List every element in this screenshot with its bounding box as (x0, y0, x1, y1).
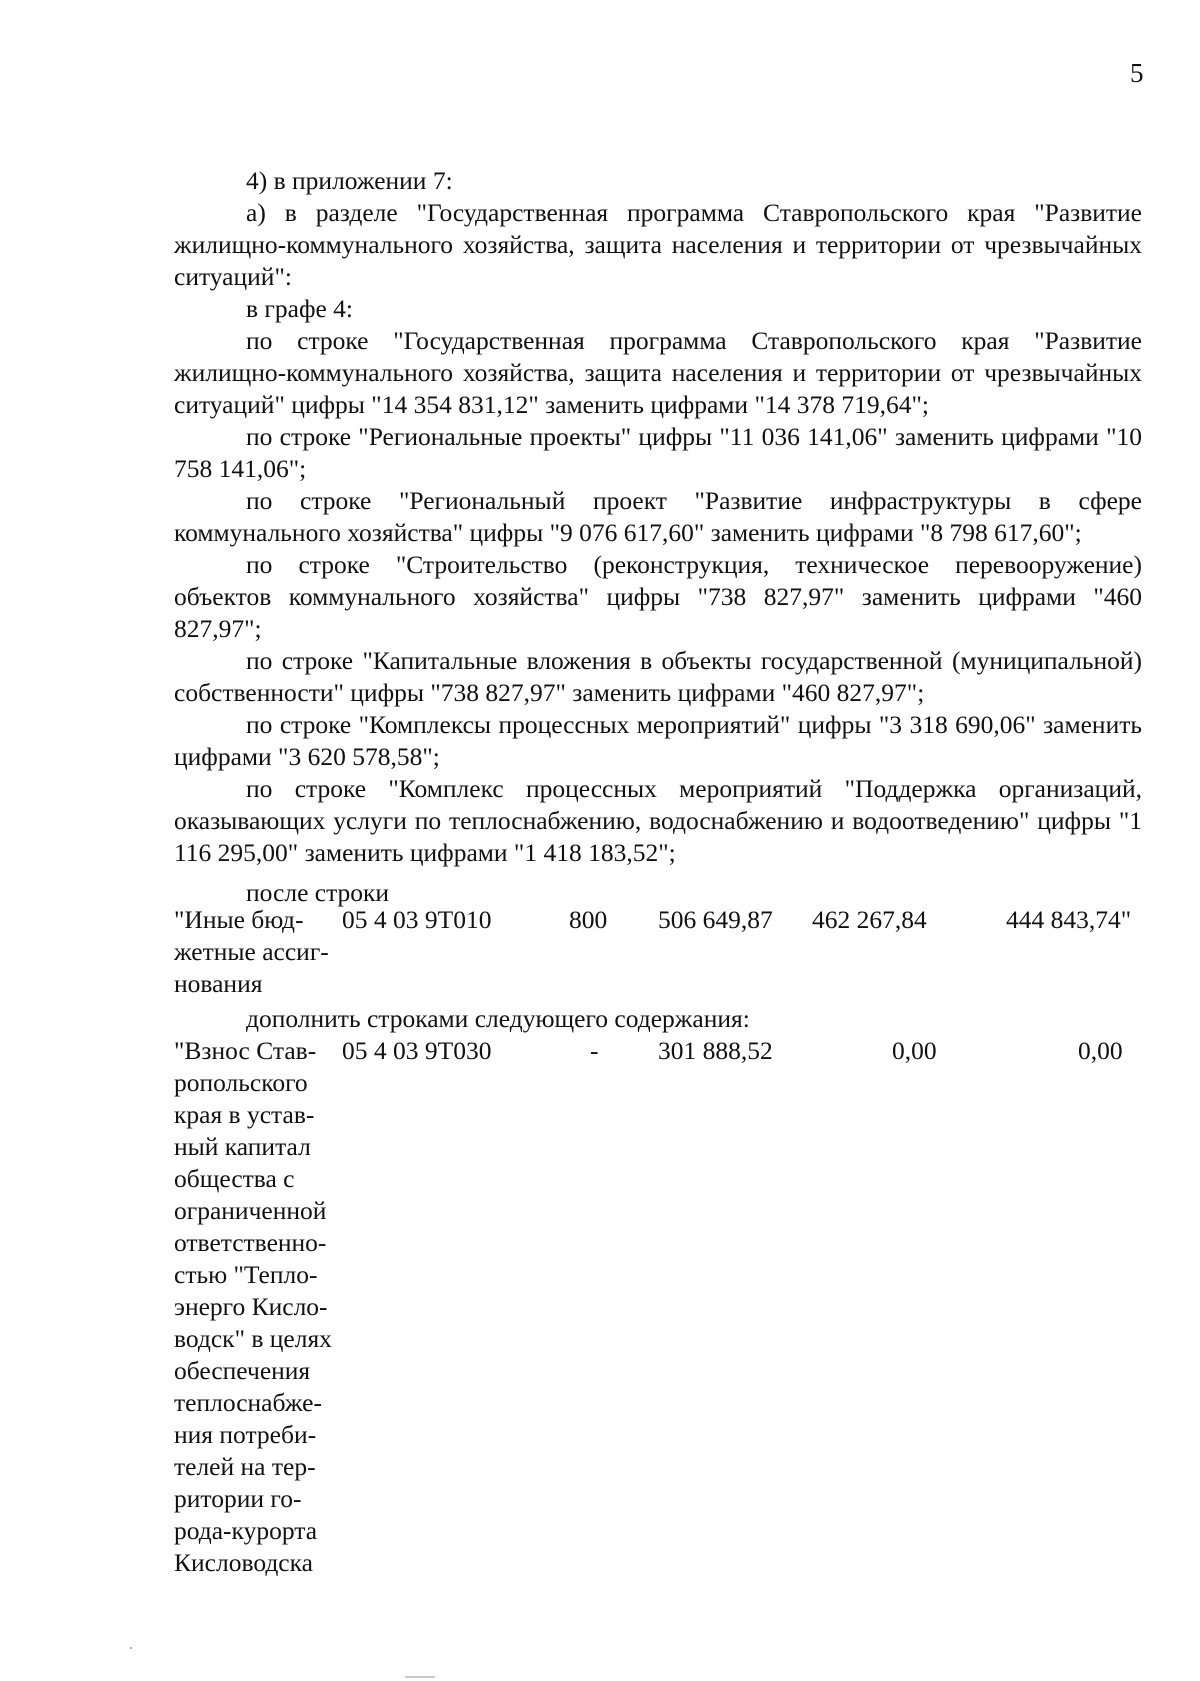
paragraph-section-program: а) в разделе "Государственная программа Ставропольского края "Развитие жилищно-коммунального хозяйства, защита населения и территории от чрезвычайных ситуаций": (174, 198, 1142, 291)
row-name: "Иные бюд- жетные ассиг- нования (174, 905, 329, 998)
paragraph-state-program-row: по строке "Государственная программа Ставропольского края "Развитие жилищно-коммунального хозяйства, защита населения и территории от чрезвычайных ситуаций" цифры "14 354 831,12" заменить цифрами "14 378 719,64"; (174, 326, 1142, 419)
scan-speck (405, 1676, 435, 1678)
row-value-1: 506 649,87 (658, 905, 773, 934)
paragraph-regional-projects-row: по строке "Региональные проекты" цифры "11 036 141,06" заменить цифрами "10 758 141,06"; (174, 422, 1142, 483)
row-name: "Взнос Став- ропольского края в устав- ный капитал общества с ограниченной ответственно- стью "Тепло- энерго Кисло- водск" в целях обеспечения теплоснабже- ния потреби- телей на тер- ритории го- рода-курорта Кисловодска (174, 1036, 332, 1577)
row-value-3: 0,00 (1078, 1036, 1123, 1065)
page-number: 5 (1130, 58, 1144, 88)
after-line-label: после строки (246, 878, 390, 907)
amendment-text (174, 165, 1142, 869)
paragraph-regional-project-infrastructure-row: по строке "Региональный проект "Развитие инфраструктуры в сфере коммунального хозяйства" цифры "9 076 617,60" заменить цифрами "8 798 617,60"; (174, 486, 1142, 547)
row-expense-type: - (590, 1036, 599, 1065)
paragraph-appendix-7: 4) в приложении 7: (246, 166, 453, 195)
paragraph-construction-row: по строке "Строительство (реконструкция, техническое перевооружение) объектов коммунального хозяйства" цифры "738 827,97" заменить цифрами "460 827,97"; (174, 550, 1142, 643)
paragraph-process-complex-support-row: по строке "Комплекс процессных мероприятий "Поддержка организаций, оказывающих услуги по теплоснабжению, водоснабжению и водоотведению" цифры "1 116 295,00" заменить цифрами "1 418 183,52"; (174, 774, 1142, 867)
scan-speck (130, 1647, 132, 1649)
row-code: 05 4 03 9Т030 (342, 1036, 492, 1065)
row-code: 05 4 03 9Т010 (342, 905, 492, 934)
row-value-2: 462 267,84 (812, 905, 927, 934)
paragraph-capital-investments-row: по строке "Капитальные вложения в объекты государственной (муниципальной) собственности" цифры "738 827,97" заменить цифрами "460 827,97"; (174, 646, 1142, 707)
row-value-1: 301 888,52 (658, 1036, 773, 1065)
paragraph-column-4: в графе 4: (246, 294, 353, 323)
supplement-label: дополнить строками следующего содержания: (246, 1004, 750, 1033)
row-value-2: 0,00 (892, 1036, 937, 1065)
row-value-3: 444 843,74" (1006, 905, 1132, 934)
paragraph-process-complexes-row: по строке "Комплексы процессных мероприятий" цифры "3 318 690,06" заменить цифрами "3 620 578,58"; (174, 710, 1142, 771)
row-expense-type: 800 (569, 905, 608, 934)
